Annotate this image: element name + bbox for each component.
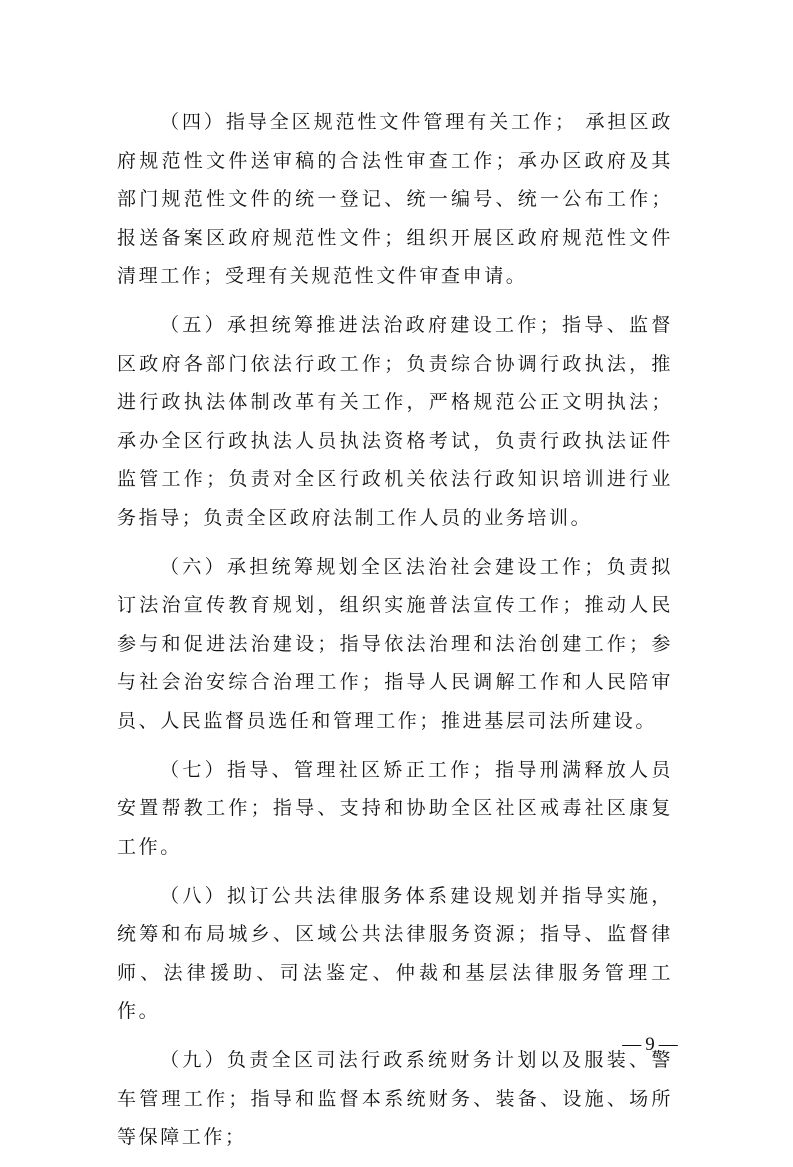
paragraph-6: （六）承担统筹规划全区法治社会建设工作；负责拟订法治宣传教育规划，组织实施普法宣传工作；推动人民参与和促进法治建设；指导依法治理和法治创建工作；参与社会治安综合治理工作；指导人民调解工作和人民陪审员、人民监督员选任和管理工作；推进基层司法所建设。 bbox=[117, 555, 673, 732]
paragraph-7: （七）指导、管理社区矫正工作；指导刑满释放人员安置帮教工作；指导、支持和协助全区社区戒毒社区康复工作。 bbox=[117, 758, 673, 858]
page-number: 9 bbox=[645, 1034, 655, 1055]
footer-dash-left: — bbox=[622, 1034, 642, 1055]
paragraph-9: （九）负责全区司法行政系统财务计划以及服装、警车管理工作；指导和监督本系统财务、装备、设施、场所等保障工作； bbox=[117, 1049, 673, 1148]
footer-dash-right: — bbox=[658, 1034, 678, 1055]
paragraph-4: （四）指导全区规范性文件管理有关工作； 承担区政府规范性文件送审稿的合法性审查工作；承办区政府及其部门规范性文件的统一登记、统一编号、统一公布工作；报送备案区政府规范性文件；组织开展区政府规范性文件清理工作；受理有关规范性文件审查申请。 bbox=[117, 111, 673, 287]
paragraph-8: （八）拟订公共法律服务体系建设规划并指导实施，统筹和布局城乡、区域公共法律服务资源；指导、监督律师、法律援助、司法鉴定、仲裁和基层法律服务管理工作。 bbox=[117, 884, 673, 1022]
paragraph-5: （五）承担统筹推进法治政府建设工作；指导、监督区政府各部门依法行政工作；负责综合协调行政执法，推进行政执法体制改革有关工作，严格规范公正文明执法；承办全区行政执法人员执法资格考试，负责行政执法证件监管工作；负责对全区行政机关依法行政知识培训进行业务指导；负责全区政府法制工作人员的业务培训。 bbox=[117, 314, 673, 529]
document-body bbox=[117, 103, 673, 1167]
page-footer bbox=[610, 1034, 690, 1056]
